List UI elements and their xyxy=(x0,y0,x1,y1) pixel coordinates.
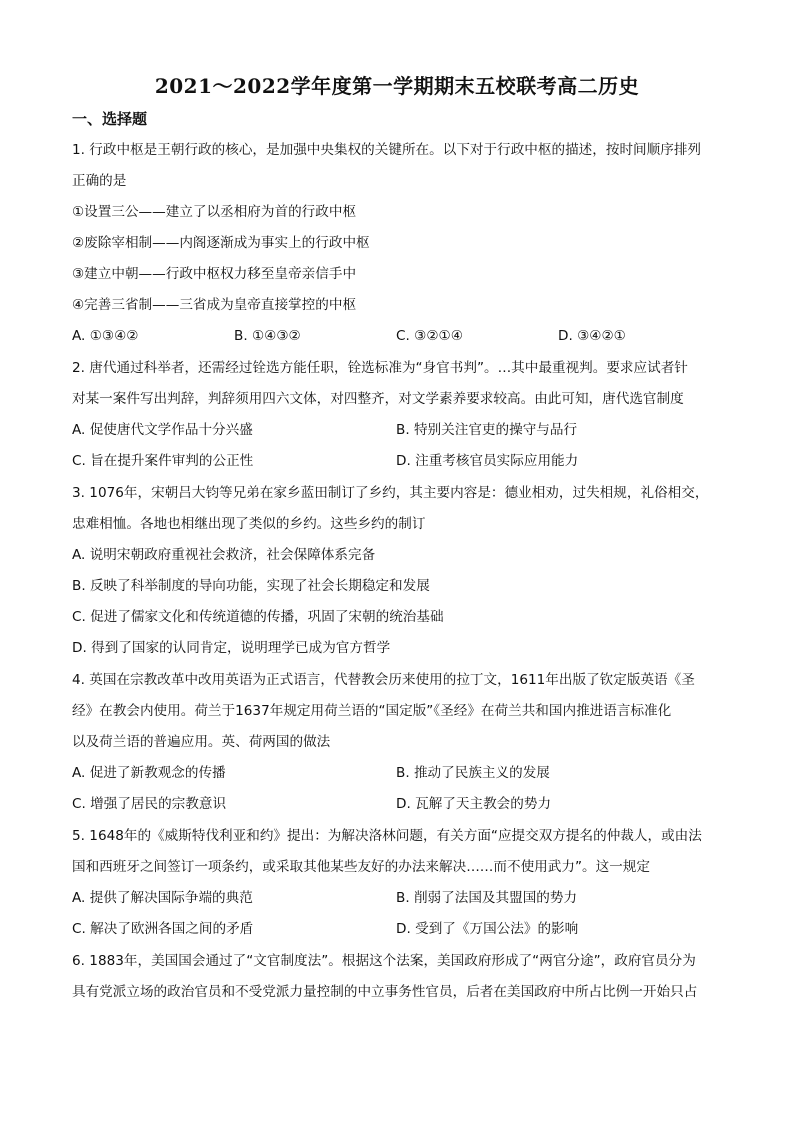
q2-stem-line-1: 2. 唐代通过科举者，还需经过铨选方能任职，铨选标准为“身官书判”。…其中最重视判。要求应试者针 xyxy=(72,360,688,376)
q4-stem-line-3: 以及荷兰语的普遍应用。英、荷两国的做法 xyxy=(72,734,331,750)
q5-option-a: A. 提供了解决国际争端的典范 xyxy=(72,890,253,906)
q3-stem-line-1: 3. 1076年，宋朝吕大钧等兄弟在家乡蓝田制订了乡约，其主要内容是：德业相劝，过失相规，礼俗相交， xyxy=(72,485,709,501)
q1-stem-line-2: 正确的是 xyxy=(72,173,127,189)
q1-stem-line-1: 1. 行政中枢是王朝行政的核心，是加强中央集权的关键所在。以下对于行政中枢的描述，按时间顺序排列 xyxy=(72,142,702,158)
q3-stem-line-2: 忠难相恤。各地也相继出现了类似的乡约。这些乡约的制订 xyxy=(72,516,426,532)
q1-item-1: ①设置三公——建立了以丞相府为首的行政中枢 xyxy=(72,204,357,220)
q5-option-b: B. 削弱了法国及其盟国的势力 xyxy=(396,890,578,906)
section-heading: 一、选择题 xyxy=(72,110,148,128)
q2-option-d: D. 注重考核官员实际应用能力 xyxy=(396,453,579,469)
q6-stem-line-2: 具有党派立场的政治官员和不受党派力量控制的中立事务性官员，后者在美国政府中所占比例一开始只占 xyxy=(72,984,698,1000)
q4-option-d: D. 瓦解了天主教会的势力 xyxy=(396,796,552,812)
q2-option-c: C. 旨在提升案件审判的公正性 xyxy=(72,453,254,469)
q3-option-a: A. 说明宋朝政府重视社会救济，社会保障体系完备 xyxy=(72,547,376,563)
q1-item-4: ④完善三省制——三省成为皇帝直接掌控的中枢 xyxy=(72,297,357,313)
q1-item-3: ③建立中朝——行政中枢权力移至皇帝亲信手中 xyxy=(72,266,357,282)
q1-option-d: D. ③④②① xyxy=(558,328,626,344)
q4-option-b: B. 推动了民族主义的发展 xyxy=(396,765,550,781)
q4-stem-line-2: 经》在教会内使用。荷兰于1637年规定用荷兰语的“国定版”《圣经》在荷兰共和国内推进语言标准化 xyxy=(72,703,672,719)
q2-option-a: A. 促使唐代文学作品十分兴盛 xyxy=(72,422,253,438)
q1-item-2: ②废除宰相制——内阁逐渐成为事实上的行政中枢 xyxy=(72,235,370,251)
q4-option-a: A. 促进了新教观念的传播 xyxy=(72,765,226,781)
q3-option-d: D. 得到了国家的认同肯定，说明理学已成为官方哲学 xyxy=(72,640,391,656)
q1-option-b: B. ①④③② xyxy=(234,328,301,344)
q4-stem-line-1: 4. 英国在宗教改革中改用英语为正式语言，代替教会历来使用的拉丁文，1611年出版了钦定版英语《圣 xyxy=(72,672,695,688)
q2-stem-line-2: 对某一案件写出判辞，判辞须用四六文体，对四整齐，对文学素养要求较高。由此可知，唐代选官制度 xyxy=(72,391,684,407)
q5-stem-line-2: 国和西班牙之间签订一项条约，或采取其他某些友好的办法来解决……而不使用武力”。这一规定 xyxy=(72,859,650,875)
q6-stem-line-1: 6. 1883年，美国国会通过了“文官制度法”。根据这个法案，美国政府形成了“两官分途”，政府官员分为 xyxy=(72,953,696,969)
q5-stem-line-1: 5. 1648年的《威斯特伐利亚和约》提出：为解决洛林问题，有关方面“应提交双方提名的仲裁人，或由法 xyxy=(72,828,702,844)
q5-option-d: D. 受到了《万国公法》的影响 xyxy=(396,921,579,937)
q2-option-b: B. 特别关注官吏的操守与品行 xyxy=(396,422,578,438)
q5-option-c: C. 解决了欧洲各国之间的矛盾 xyxy=(72,921,254,937)
q3-option-b: B. 反映了科举制度的导向功能，实现了社会长期稳定和发展 xyxy=(72,578,430,594)
q4-option-c: C. 增强了居民的宗教意识 xyxy=(72,796,227,812)
q1-option-a: A. ①③④② xyxy=(72,328,139,344)
q1-option-c: C. ③②①④ xyxy=(396,328,463,344)
q3-option-c: C. 促进了儒家文化和传统道德的传播，巩固了宋朝的统治基础 xyxy=(72,609,444,625)
document-title: 2021～2022学年度第一学期期末五校联考高二历史 xyxy=(154,74,640,98)
